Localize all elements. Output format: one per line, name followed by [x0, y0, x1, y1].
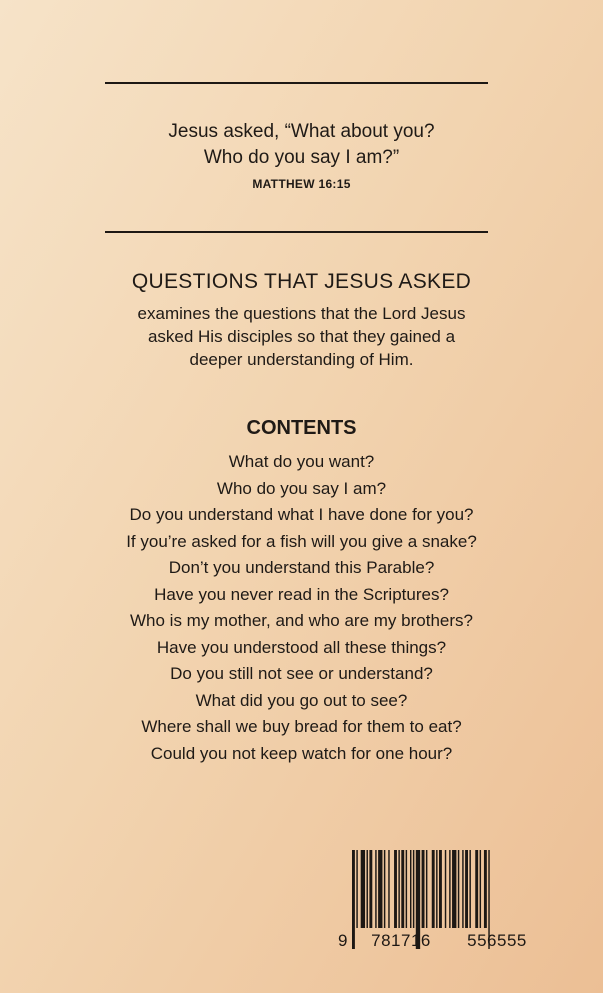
barcode-bar	[369, 850, 372, 928]
barcode-bar	[432, 850, 435, 928]
contents-item: Could you not keep watch for one hour?	[150, 743, 453, 763]
barcode-bar	[406, 850, 407, 928]
contents-item: Who do you say I am?	[216, 478, 387, 498]
quote	[0, 119, 603, 171]
book-title: QUESTIONS THAT JESUS ASKED	[131, 270, 472, 293]
barcode-digits-right: 556555	[467, 931, 527, 949]
contents-heading: CONTENTS	[246, 417, 357, 439]
barcode-bar	[458, 850, 459, 928]
contents-item: Who is my mother, and who are my brothers?	[130, 611, 473, 630]
description	[0, 302, 603, 371]
barcode-digits-left: 781716	[371, 931, 431, 949]
barcode-bar	[436, 850, 437, 928]
quote-line: Who do you say I am?”	[203, 147, 400, 168]
contents-list	[0, 449, 603, 767]
description-line: examines the questions that the Lord Jesus	[137, 304, 466, 323]
contents-item: Where shall we buy bread for them to eat?	[141, 717, 462, 736]
barcode-bar	[361, 850, 365, 928]
contents-item: Don’t you understand this Parable?	[168, 558, 435, 577]
barcode-bar	[388, 850, 389, 928]
barcode-bar	[367, 850, 368, 928]
barcode-bar	[398, 850, 399, 928]
barcode-bar	[462, 850, 463, 928]
barcode-bar	[394, 850, 397, 928]
contents-item: Do you understand what I have done for you?	[129, 505, 474, 524]
barcode-bar	[445, 850, 446, 928]
barcode-bar	[413, 850, 414, 928]
barcode-bar	[426, 850, 427, 928]
middle-rule	[105, 231, 488, 233]
barcode-bar	[469, 850, 470, 928]
contents-item: What do you want?	[228, 452, 375, 471]
barcode-bar	[475, 850, 478, 928]
barcode-bar	[439, 850, 442, 928]
barcode-bar	[401, 850, 404, 928]
barcode-bar	[449, 850, 450, 928]
barcode-bar	[422, 850, 425, 928]
top-rule	[105, 82, 488, 84]
contents-item: What did you go out to see?	[195, 690, 408, 710]
contents-item: Do you still not see or understand?	[170, 664, 433, 683]
quote-line: Jesus asked, “What about you?	[168, 121, 435, 142]
barcode-bar	[356, 850, 357, 928]
barcode-bar	[484, 850, 487, 928]
barcode	[336, 848, 547, 949]
contents-item: If you’re asked for a fish will you give a snake?	[126, 531, 477, 551]
quote-reference: MATTHEW 16:15	[252, 177, 351, 191]
barcode-bar	[384, 850, 385, 928]
barcode-bar	[410, 850, 411, 928]
description-line: asked His disciples so that they gained a	[147, 327, 456, 346]
barcode-digit-lead: 9	[338, 931, 348, 949]
barcode-bar	[352, 850, 355, 949]
barcode-bar	[452, 850, 456, 928]
barcode-bar	[375, 850, 376, 928]
barcode-bar	[480, 850, 481, 928]
barcode-bar	[378, 850, 382, 928]
description-line: deeper understanding of Him.	[189, 350, 414, 369]
barcode-bar	[465, 850, 468, 928]
contents-item: Have you never read in the Scriptures?	[154, 584, 449, 604]
contents-item: Have you understood all these things?	[156, 637, 447, 657]
